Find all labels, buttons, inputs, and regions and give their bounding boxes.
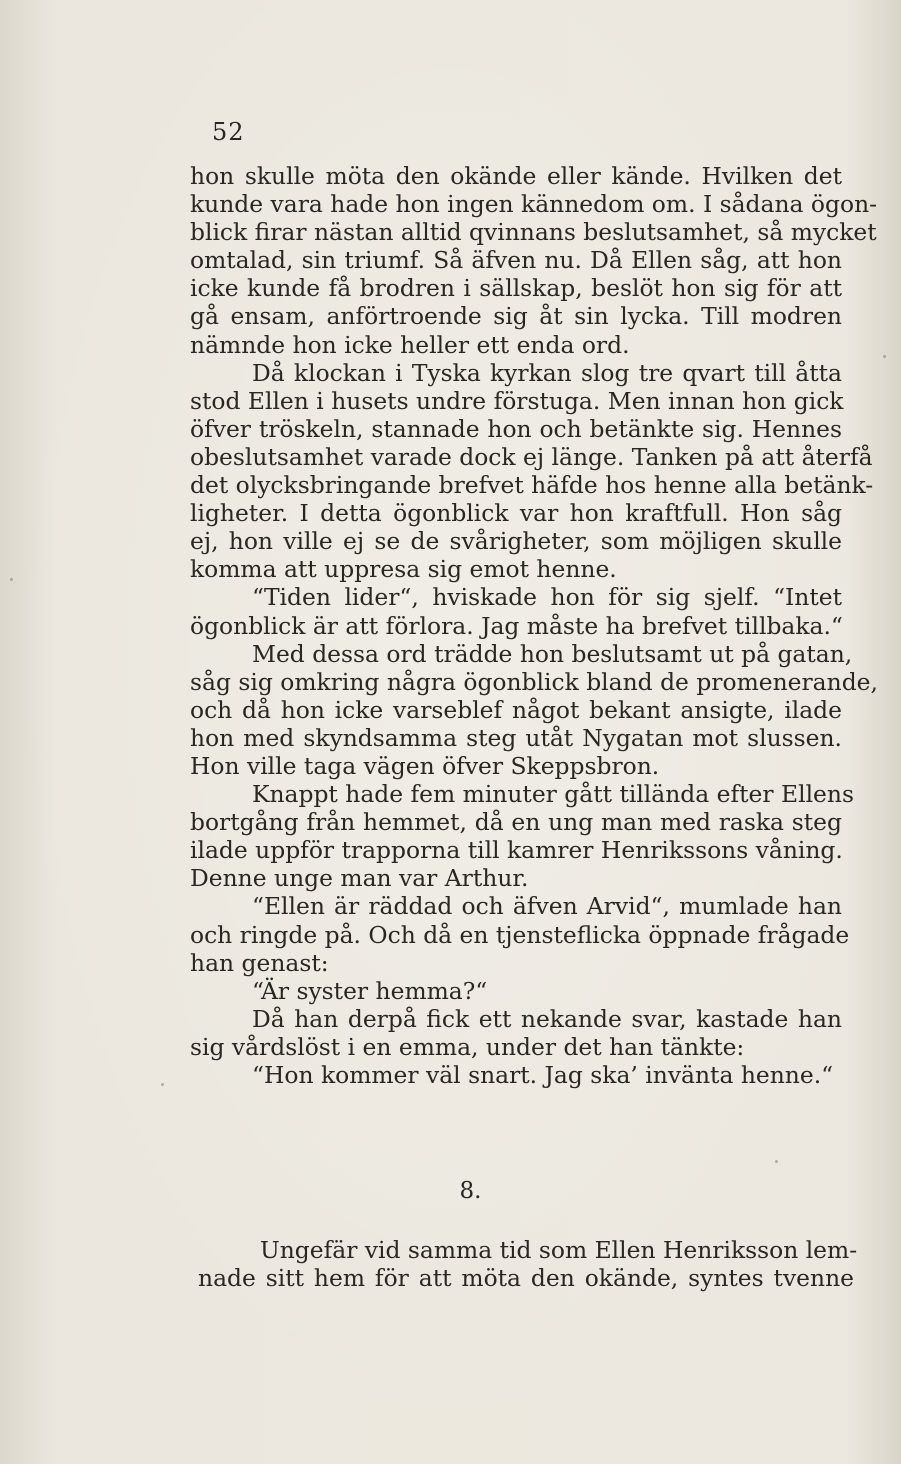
text-line: han genast: <box>190 948 329 977</box>
text-line: “Tiden lider“, hviskade hon för sig sjelf. “Intet <box>252 583 842 612</box>
text-line: ej, hon ville ej se de svårigheter, som möjligen skulle <box>190 527 842 556</box>
text-line: Då han derpå fick ett nekande svar, kastade han <box>252 1004 842 1033</box>
text-line: hon med skyndsamma steg utåt Nygatan mot slussen. <box>190 723 842 752</box>
text-line: såg sig omkring några ögonblick bland de promenerande, <box>190 667 878 696</box>
paper-speck <box>775 1160 778 1163</box>
text-line: hon skulle möta den okände eller kände. Hvilken det <box>190 162 842 190</box>
section-number: 8. <box>459 1178 482 1204</box>
text-line: obeslutsamhet varade dock ej länge. Tanken på att återfå <box>190 442 873 471</box>
text-line: Med dessa ord trädde hon beslutsamt ut på gatan, <box>252 639 853 668</box>
text-line: Då klockan i Tyska kyrkan slog tre qvart till åtta <box>252 358 842 387</box>
text-line: kunde vara hade hon ingen kännedom om. I sådana ögon- <box>190 190 878 219</box>
paper-speck <box>161 1083 164 1086</box>
text-line: omtalad, sin triumf. Så äfven nu. Då Ellen såg, att hon <box>190 246 842 275</box>
text-line: “Är syster hemma?“ <box>252 976 488 1005</box>
paper-speck <box>883 355 886 358</box>
text-line: det olycksbringande brefvet häfde hos henne alla betänk- <box>190 471 874 500</box>
text-line: Ungefär vid samma tid som Ellen Henriksson lem- <box>260 1236 858 1264</box>
text-line: Knappt hade fem minuter gått tillända efter Ellens <box>252 780 854 809</box>
text-line: och då hon icke varseblef något bekant ansigte, ilade <box>190 695 842 724</box>
text-line: gå ensam, anförtroende sig åt sin lycka. Till modren <box>190 302 842 331</box>
text-line: nämnde hon icke heller ett enda ord. <box>190 330 630 359</box>
text-line: och ringde på. Och då en tjensteflicka öppnade frågade <box>190 920 850 949</box>
page-number: 52 <box>212 118 245 146</box>
text-line: ligheter. I detta ögonblick var hon kraftfull. Hon såg <box>190 499 842 528</box>
section-text <box>198 1236 858 1293</box>
text-line: Denne unge man var Arthur. <box>190 864 529 893</box>
text-line: nade sitt hem för att möta den okände, syntes tvenne <box>198 1264 854 1293</box>
paper-speck <box>10 578 13 581</box>
text-line: öfver tröskeln, stannade hon och betänkte sig. Hennes <box>190 414 842 443</box>
text-line: Hon ville taga vägen öfver Skeppsbron. <box>190 751 660 780</box>
text-line: “Hon kommer väl snart. Jag ska’ invänta henne.“ <box>252 1061 834 1089</box>
text-line: ilade uppför trapporna till kamrer Henrikssons våning. <box>190 836 843 865</box>
text-line: komma att uppresa sig emot henne. <box>190 555 617 584</box>
text-line: stod Ellen i husets undre förstuga. Men innan hon gick <box>190 386 844 415</box>
text-line: “Ellen är räddad och äfven Arvid“, mumlade han <box>252 892 842 921</box>
text-line: sig vårdslöst i en emma, under det han tänkte: <box>190 1032 745 1061</box>
text-line: ögonblick är att förlora. Jag måste ha brefvet tillbaka.“ <box>190 611 843 640</box>
chapter-text <box>190 162 878 1089</box>
text-line: icke kunde få brodren i sällskap, beslöt hon sig för att <box>190 274 842 303</box>
text-line: blick firar nästan alltid qvinnans beslutsamhet, så mycket <box>190 218 877 247</box>
text-line: bortgång från hemmet, då en ung man med raska steg <box>190 808 842 837</box>
